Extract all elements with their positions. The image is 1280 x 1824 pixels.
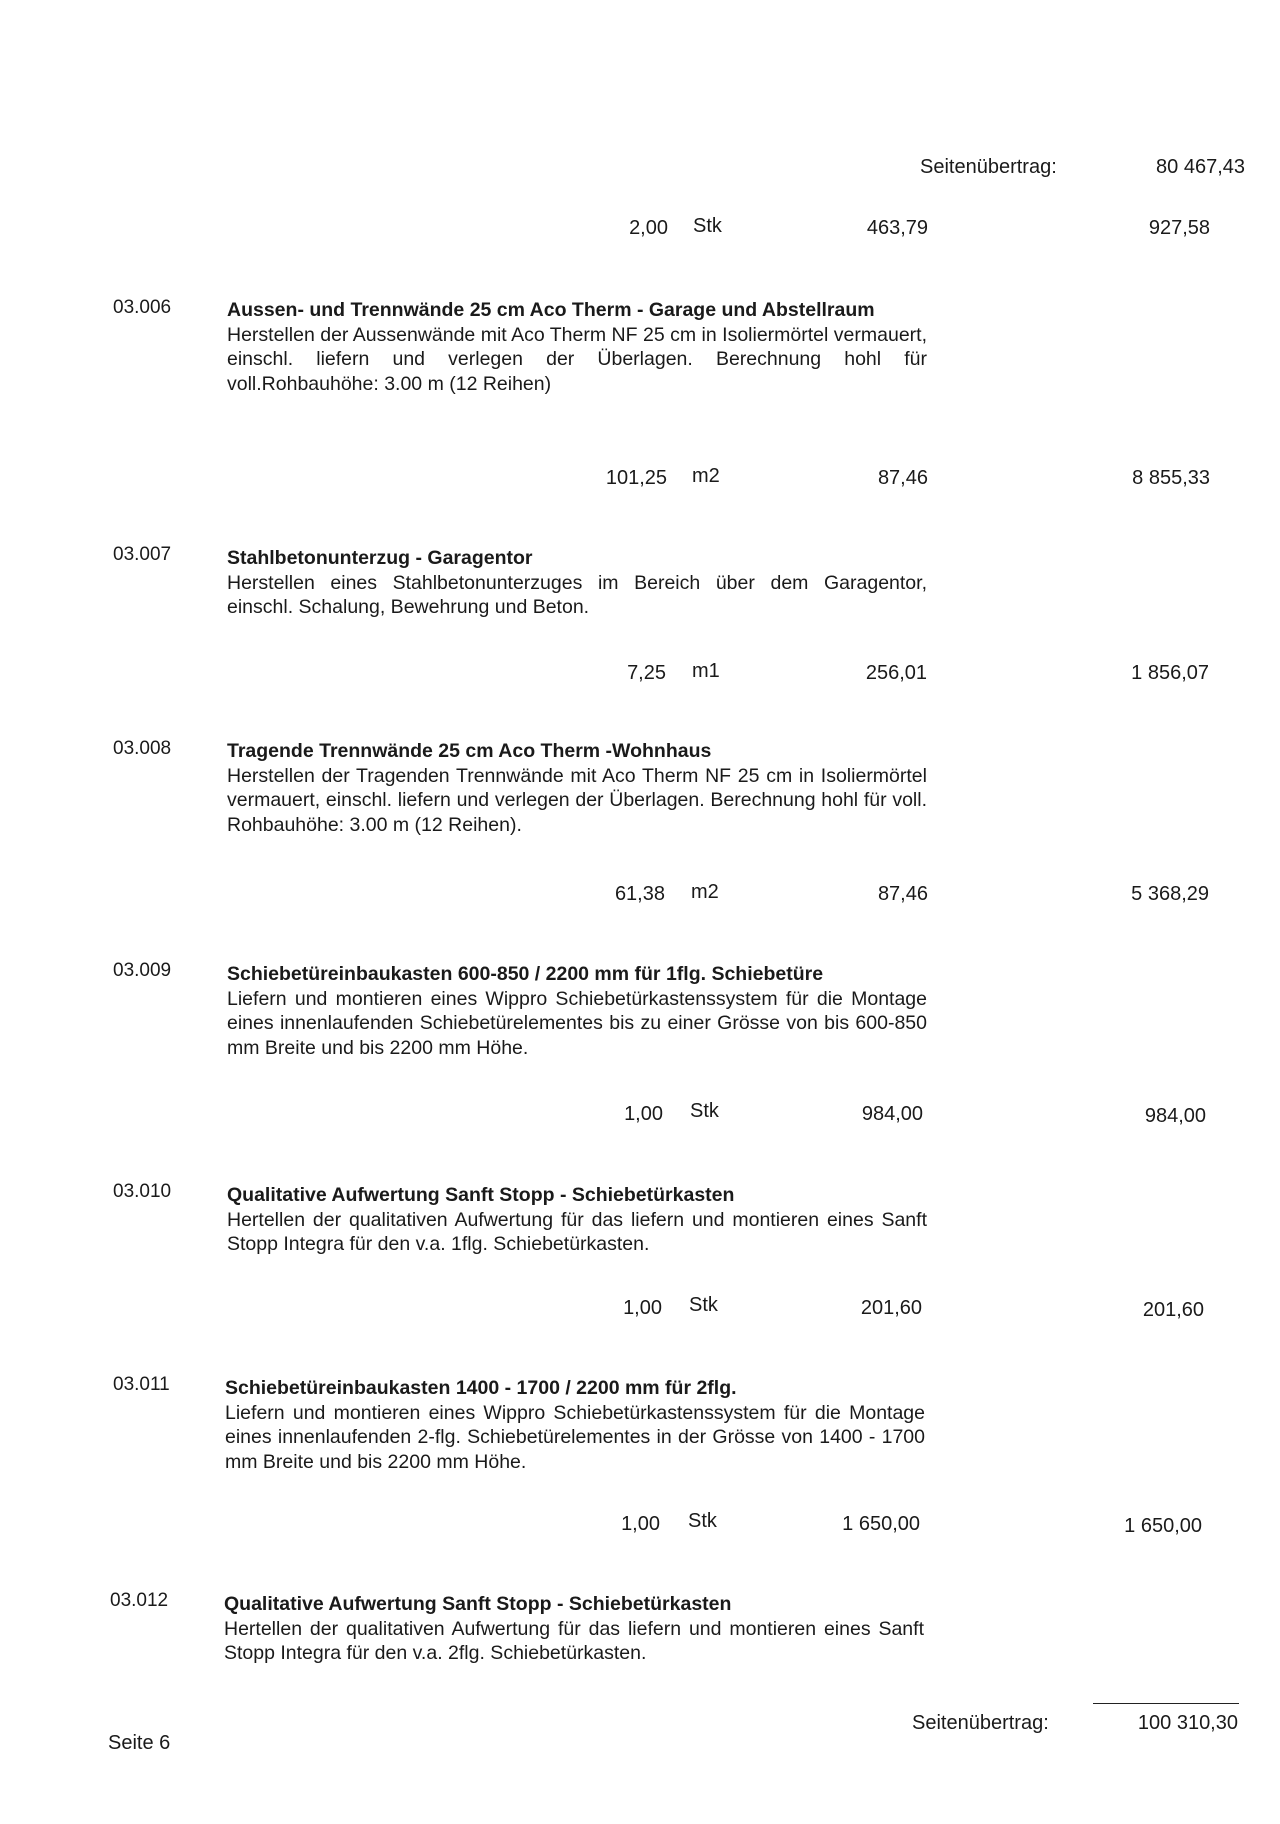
item-price: 87,46: [877, 883, 928, 905]
item-qty: 61,38: [614, 883, 665, 905]
item-title: Schiebetüreinbaukasten 600-850 / 2200 mm für 1flg. Schiebetüre: [227, 963, 824, 985]
header-carry-value: 80 467,43: [1156, 156, 1245, 178]
item-price: 201,60: [860, 1297, 922, 1319]
item-number: 03.011: [113, 1374, 170, 1395]
first-line-unit: Stk: [693, 215, 722, 237]
item-title: Qualitative Aufwertung Sanft Stopp - Schiebetürkasten: [227, 1184, 735, 1206]
item-unit: m1: [692, 660, 720, 682]
item-unit: Stk: [690, 1100, 719, 1122]
page-number: Seite 6: [108, 1732, 171, 1754]
footer-carry-label: Seitenübertrag:: [912, 1712, 1049, 1734]
first-line-total: 927,58: [1148, 217, 1210, 239]
item-description: [227, 739, 927, 837]
item-unit: m2: [692, 465, 720, 487]
item-unit: m2: [691, 881, 719, 903]
item-qty: 1,00: [623, 1297, 662, 1319]
item-price: 984,00: [861, 1103, 923, 1125]
item-description: [227, 546, 927, 620]
item-total: 201,60: [1142, 1299, 1204, 1321]
item-total: 8 855,33: [1132, 467, 1210, 489]
item-number: 03.006: [113, 297, 172, 318]
item-qty: 101,25: [605, 467, 667, 489]
item-number: 03.012: [110, 1590, 169, 1611]
item-number: 03.009: [113, 960, 172, 981]
item-title: Stahlbetonunterzug - Garagentor: [227, 547, 533, 569]
item-title: Tragende Trennwände 25 cm Aco Therm -Wohnhaus: [227, 740, 712, 762]
item-body: Hertellen der qualitativen Aufwertung für das liefern und montieren eines Sanft Stopp Integra für den v.a. 2flg. Schiebetürkasten.: [224, 1617, 924, 1664]
item-unit: Stk: [689, 1294, 718, 1316]
item-body: Herstellen eines Stahlbetonunterzuges im Bereich über dem Garagentor, einschl. Schalung, Bewehrung und Beton.: [227, 571, 927, 618]
item-description: [227, 962, 927, 1060]
total-rule: [1093, 1703, 1239, 1704]
item-description: [225, 1376, 925, 1474]
item-qty: 1,00: [624, 1103, 663, 1125]
item-body: Herstellen der Tragenden Trennwände mit Aco Therm NF 25 cm in Isoliermörtel vermauert, einschl. liefern und verlegen der Überlagen. Berechnung hohl für voll. Rohbauhöhe: 3.00 m (12 Reihen).: [227, 764, 927, 836]
item-title: Aussen- und Trennwände 25 cm Aco Therm - Garage und Abstellraum: [227, 299, 875, 321]
item-description: [227, 298, 927, 396]
item-total: 5 368,29: [1131, 883, 1209, 905]
item-description: [227, 1183, 927, 1257]
item-qty: 7,25: [627, 662, 666, 684]
item-price: 256,01: [865, 662, 927, 684]
item-price: 1 650,00: [842, 1513, 920, 1535]
item-total: 1 650,00: [1124, 1515, 1202, 1537]
item-number: 03.007: [113, 544, 172, 565]
item-body: Liefern und montieren eines Wippro Schiebetürkastenssystem für die Montage eines innenlaufenden Schiebetürelementes bis zu einer Grösse von bis 600-850 mm Breite und bis 2200 mm Höhe.: [227, 987, 927, 1059]
item-body: Herstellen der Aussenwände mit Aco Therm NF 25 cm in Isoliermörtel vermauert, einschl. liefern und verlegen der Überlagen. Berechnung hohl für voll.Rohbauhöhe: 3.00 m (12 Reihen): [227, 323, 927, 395]
item-price: 87,46: [877, 467, 928, 489]
item-qty: 1,00: [621, 1513, 660, 1535]
item-total: 1 856,07: [1131, 662, 1209, 684]
first-line-price: 463,79: [866, 217, 928, 239]
item-number: 03.008: [113, 738, 172, 759]
item-body: Liefern und montieren eines Wippro Schiebetürkastenssystem für die Montage eines innenlaufenden 2-flg. Schiebetürelementes in der Grösse von 1400 - 1700 mm Breite und bis 2200 mm Höhe.: [225, 1401, 925, 1473]
item-number: 03.010: [113, 1181, 172, 1202]
footer-carry-value: 100 310,30: [1137, 1712, 1238, 1734]
item-title: Schiebetüreinbaukasten 1400 - 1700 / 2200 mm für 2flg.: [225, 1377, 737, 1399]
item-unit: Stk: [688, 1510, 717, 1532]
item-title: Qualitative Aufwertung Sanft Stopp - Schiebetürkasten: [224, 1593, 732, 1615]
item-description: [224, 1592, 924, 1666]
first-line-qty: 2,00: [629, 217, 668, 239]
item-body: Hertellen der qualitativen Aufwertung für das liefern und montieren eines Sanft Stopp Integra für den v.a. 1flg. Schiebetürkasten.: [227, 1208, 927, 1255]
header-carry-label: Seitenübertrag:: [920, 156, 1057, 178]
item-total: 984,00: [1144, 1105, 1206, 1127]
